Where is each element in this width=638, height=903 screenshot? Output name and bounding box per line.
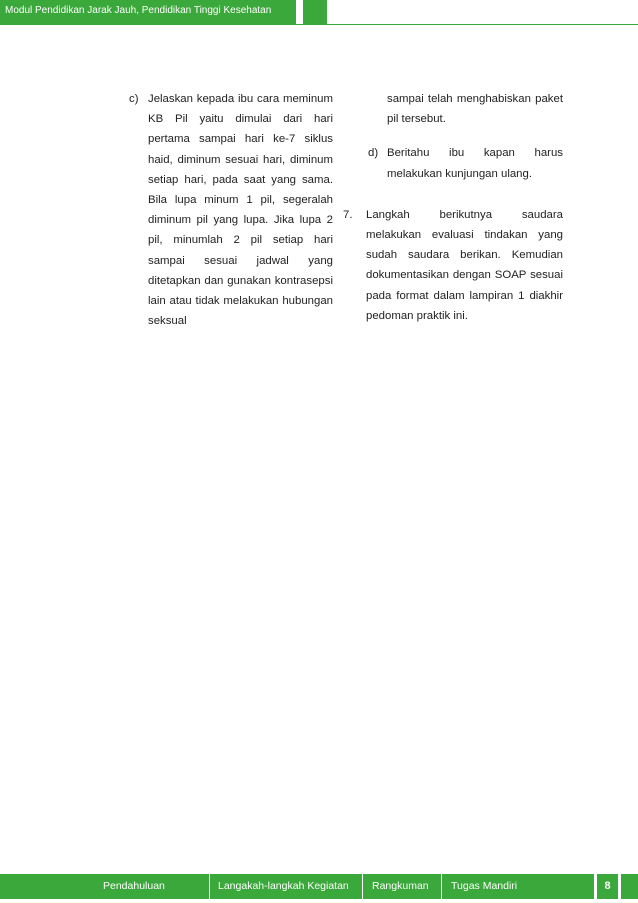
- list-item-text: Jelaskan kepada ibu cara meminum KB Pil yaitu dimulai dari hari pertama sampai hari ke-7 siklus haid, diminum sesuai hari, diminum setiap hari, pada saat yang sama. Bila lupa minum 1 pil, segeralah diminum pil yang lupa. Jika lupa 2 pil, minumlah 2 pil setiap hari sampai sesuai jadwal yang ditetapkan dan gunakan kontrasepsi lain atau tidak melakukan hubungan seksual: [148, 93, 333, 328]
- footer-separator: [209, 874, 210, 899]
- list-item-text: Langkah berikutnya saudara melakukan evaluasi tindakan yang sudah saudara berikan. Kemudian dokumentasikan dengan SOAP sesuai pada format dalam lampiran 1 diakhir pedoman praktik ini.: [366, 208, 563, 322]
- list-marker: c): [129, 93, 139, 105]
- footer-separator: [441, 874, 442, 899]
- list-item-7: [343, 205, 563, 326]
- header-accent-square: [303, 0, 327, 24]
- list-item-text: Beritahu ibu kapan harus melakukan kunjungan ulang.: [387, 147, 563, 180]
- right-column: [343, 89, 563, 326]
- header-title: Modul Pendidikan Jarak Jauh, Pendidikan Tinggi Kesehatan: [5, 5, 272, 16]
- page-number: 8: [604, 880, 611, 892]
- list-item-d: [343, 143, 563, 183]
- footer-link-pendahuluan[interactable]: Pendahuluan: [103, 880, 165, 892]
- footer-separator: [362, 874, 363, 899]
- list-item-c: [129, 89, 333, 331]
- footer-link-tugas-mandiri[interactable]: Tugas Mandiri: [451, 880, 518, 892]
- list-marker: d): [368, 147, 379, 160]
- list-marker: 7.: [343, 208, 353, 221]
- continuation-text: sampai telah menghabiskan paket pil tersebut.: [387, 93, 563, 126]
- footer-link-langkah[interactable]: Langakah-langkah Kegiatan: [218, 880, 349, 892]
- header-divider: [0, 24, 638, 25]
- left-column: [129, 89, 333, 331]
- footer-link-rangkuman[interactable]: Rangkuman: [372, 880, 429, 892]
